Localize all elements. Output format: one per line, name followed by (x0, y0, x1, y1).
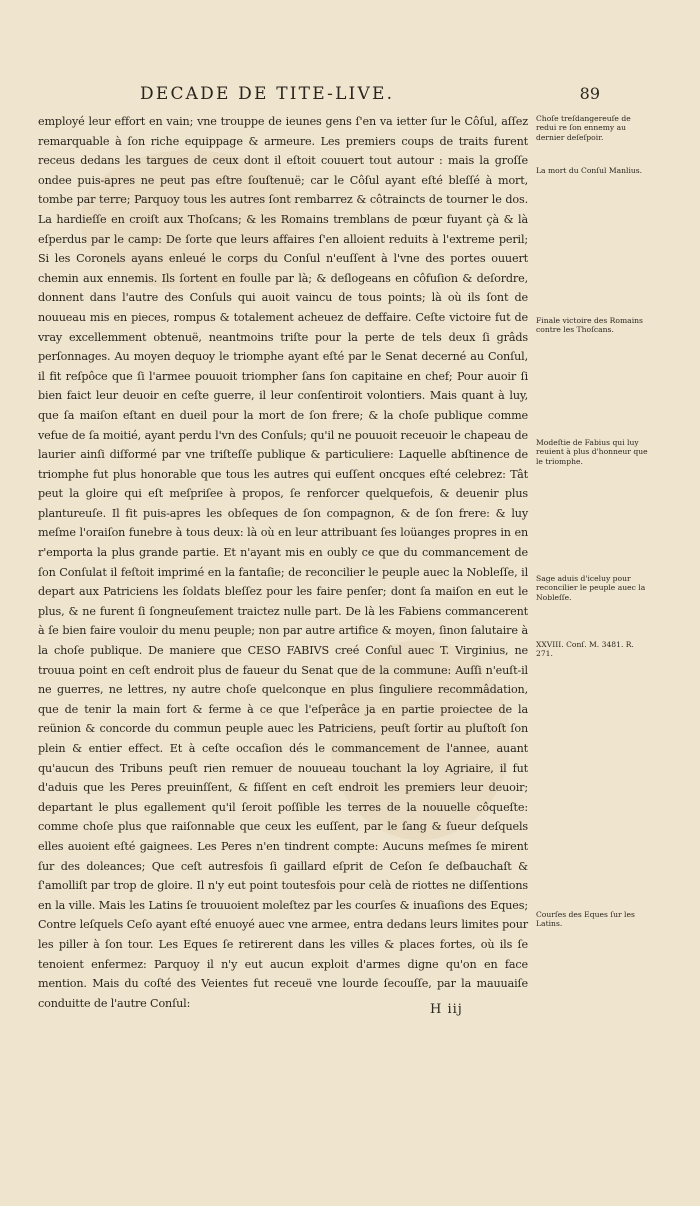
signature-mark: H iij (430, 1002, 463, 1017)
paragraph: employé leur effort en vain; vne trouppe de ieunes gens ſ'en va ietter ſur le Côſul, aſſez remarquable à ſon riche equippage & armeure. Les premiers coups de traits furent receus dedans les targues de ceux dont il eſtoit couuert tout autour : mais la groſſe ondee puis-apres ne peut pas eſtre ſouſtenuë; car le Côſul ayant eſté bleſſé à mort, tombe par terre; Parquoy tous les autres ſont rembarrez & côtraincts de tourner le dos. La hardieſſe en croiſt aux Thoſcans; & les Romains tremblans de pœur fuyant çà & là eſperdus par le camp: De ſorte que leurs affaires ſ'en alloient reduits à l'extreme peril; Si les Coronels ayans enleué le corps du Conſul n'euſſent à l'vne des portes ouuert chemin aux ennemis. Ils ſortent en foulle par là; & deſlogeans en côfuſion & deſordre, donnent dans l'autre des Conſuls qui auoit vaincu de tous points; là où ils ſont de nouueau mis en pieces, rompus & totalement acheuez de deffaire. Ceſte victoire fut de vray excellemment obtenuë, neantmoins triſte pour la perte de tels deux ſi grâds perſonnages. Au moyen dequoy le triomphe ayant eſté par le Senat decerné au Conſul, il fit reſpôce que ſi l'armee pouuoit triompher ſans ſon capitaine en chef; Pour auoir ſi bien faict leur deuoir en ceſte guerre, il leur conſentiroit volontiers. Mais quant à luy, que ſa maiſon eſtant en dueil pour la mort de ſon frere; & la choſe publique comme vefue de ſa moitié, ayant perdu l'vn des Conſuls; qu'il ne pouuoit receuoir le chapeau de laurier ainſi diſformé par vne triſteſſe publique & particuliere: Laquelle abſtinence de triomphe fut plus honorable que tous les autres qui euſſent oncques eſté celebrez: Tât peut la gloire qui eſt meſpriſee à propos, ſe renforcer quelquefois, & deuenir plus plantureuſe. Il fit puis-apres les obſeques de ſon compagnon, & de ſon frere: & luy meſme l'oraiſon funebre à tous deux: là où en leur attribuant ſes loüanges propres in en r'emporta la plus grande partie. Et n'ayant mis en oubly ce que du commancement de ſon Conſulat il feſtoit imprimé en la fantaſie; de reconcilier le peuple auec la Nobleſſe, il depart aux Patriciens les ſoldats bleſſez pour les faire penſer; dont ſa maiſon en eut le plus, & ne furent ſi ſongneuſement traictez nulle part. De là les Fabiens commancerent à ſe bien faire vouloir du menu peuple; non par autre artifice & moyen, ſinon ſalutaire à la choſe publique. De maniere que CESO FABIVS creé Conſul auec T. Virginius, ne trouua point en ceſt endroit plus de faueur du Senat que de la commune: Auſſi n'euſt-il ne guerres, ne lettres, ny autre choſe quelconque en plus ſinguliere recommâdation, que de tenir la main fort & ferme à ce que l'eſperâce ja en partie proiectee de la reünion & concorde du commun peuple auec les Patriciens, peuſt ſortir au pluſtoſt ſon plein & entier effect. Et à ceſte occaſion dés le commancement de l'annee, auant qu'aucun des Tribuns peuſt rien remuer de nouueau touchant la loy Agriaire, il fut d'aduis que les Peres preuinſſent, & fiſſent en ceſt endroit les premiers leur deuoir; departant le plus egallement qu'il ſeroit poſſible les terres de la nouuelle côqueſte: comme choſe plus que raiſonnable que ceux les euſſent, par le ſang & ſueur deſquels elles auoient eſté gaignees. Les Peres n'en tindrent compte: Aucuns meſmes ſe mirent ſur des doleances; Que ceſt autresfois ſi gaillard eſprit de Ceſon ſe deſbauchaſt & ſ'amolliſt par trop de gloire. Il n'y eut point toutesfois pour celà de riottes ne diſſentions en la ville. Mais les Latins ſe trouuoient moleſtez par les courſes & inuaſions des Eques; Contre leſquels Ceſo ayant eſté enuoyé auec vne armee, entra dedans leurs limites pour les piller à ſon tour. Les Eques ſe retirerent dans les villes & places fortes, où ils ſe tenoient enfermez: Parquoy il n'y eut aucun exploit d'armes digne qu'on en face mention. Mais du coſté des Veientes fut receuë vne lourde ſecouſſe, par la mauuaiſe conduitte de l'autre Conſul: (38, 115, 528, 1010)
page-header (140, 84, 600, 108)
margin-note: Modeſtie de Fabius qui luy reuient à plus d'honneur que le triomphe. (536, 438, 648, 466)
main-text (38, 112, 528, 1013)
page-number: 89 (579, 84, 600, 103)
margin-note: Finale victoire des Romains contre les Thoſcans. (536, 316, 643, 335)
margin-note: Choſe treſdangereuſe de redui re ſon ennemy au dernier deſeſpoir. (536, 114, 631, 142)
margin-note: Courſes des Eques ſur les Latins. (536, 910, 635, 929)
margin-note: La mort du Conſul Manlius. (536, 166, 643, 175)
running-title: DECADE DE TITE-LIVE. (140, 84, 395, 104)
margin-note: XXVIII. Conſ. M. 3481. R. 271. (536, 640, 634, 659)
margin-note: Sage aduis d'iceluy pour reconcilier le peuple auec la Nobleſſe. (536, 574, 646, 602)
